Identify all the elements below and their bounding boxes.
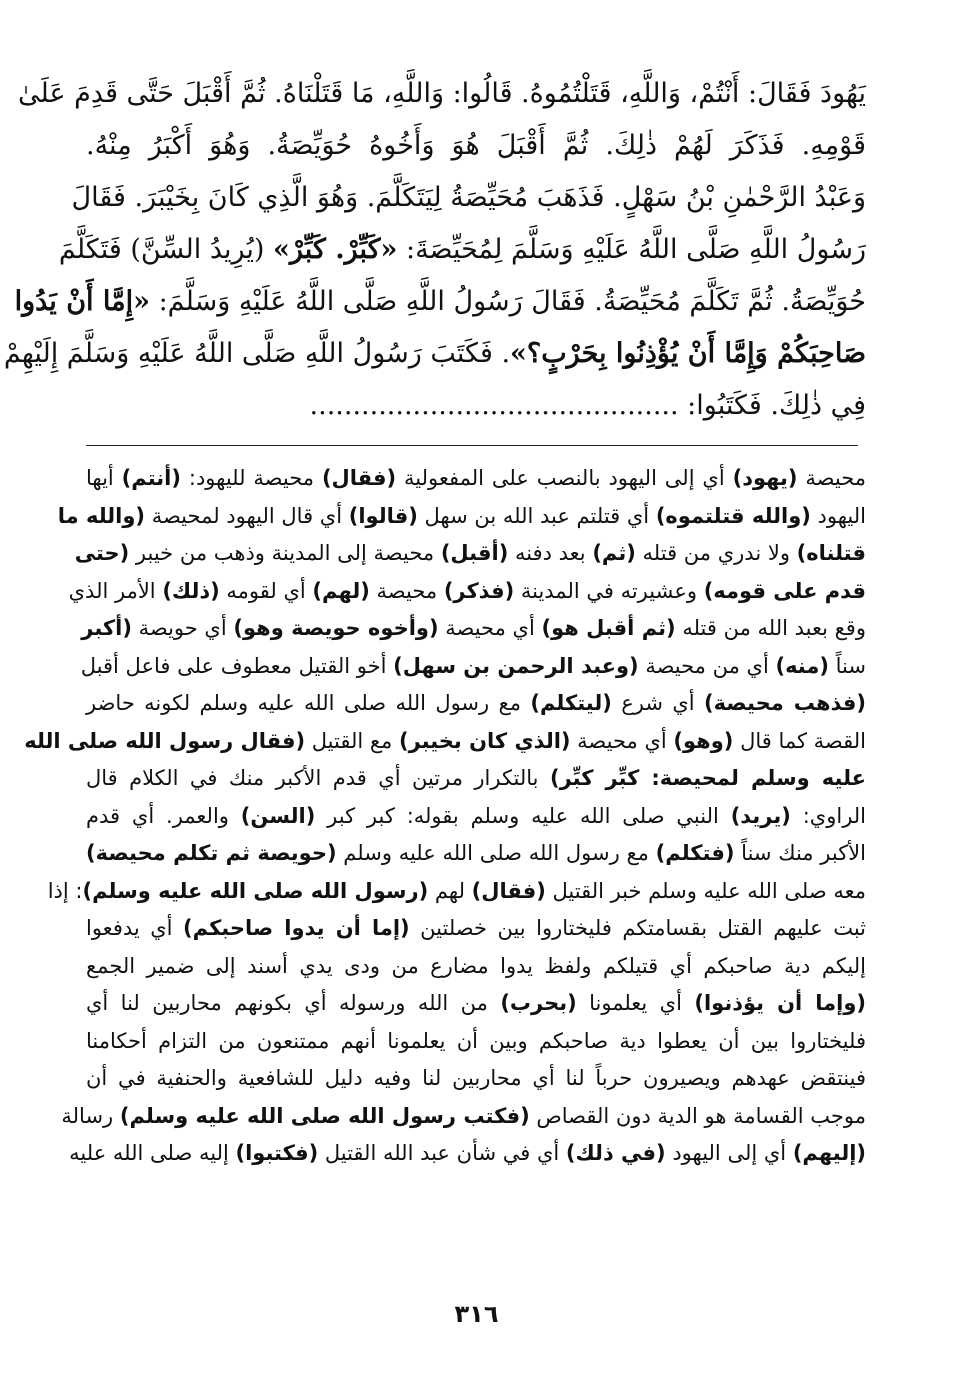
commentary-quoted-term: (فكتب رسول الله صلى الله عليه وسلم) [119, 1103, 530, 1128]
commentary-quoted-term: (وأخوه حويصة وهو) [233, 616, 439, 640]
commentary-segment: وعشيرته في المدينة [514, 578, 704, 603]
commentary-segment: أي يعلمونا [576, 991, 695, 1015]
commentary-segment: القصة كما قال [733, 728, 866, 753]
commentary-line [86, 760, 866, 798]
hadith-line [18, 68, 866, 120]
commentary-segment: وقع بعبد الله من قتله [675, 616, 866, 640]
commentary-line [80, 648, 866, 686]
commentary-segment: أي حويصة [131, 616, 234, 640]
commentary-line [86, 1023, 866, 1061]
commentary-segment: محيصة إلى المدينة وذهب من خيبر [129, 541, 441, 565]
hadith-quote: «إِمَّا أَنْ يَدُوا [14, 286, 150, 317]
commentary-quoted-term: (يهود) [732, 466, 798, 490]
hadith-quote: «كَبِّرْ. كَبِّرْ» [273, 234, 398, 265]
commentary-segment: ثبت عليهم القتل بقسامتكم فليختاروا بين خصلتين [409, 916, 867, 940]
commentary-segment: مع رسول الله صلى الله عليه وسلم [336, 841, 656, 865]
commentary-quoted-term: (حويصة ثم تكلم محيصة) [86, 841, 337, 865]
commentary-segment: معه صلى الله عليه وسلم خبر القتيل [545, 878, 866, 903]
hadith-line [86, 380, 866, 432]
commentary-line [24, 723, 866, 761]
commentary-quoted-term: (بحرب) [500, 991, 577, 1015]
commentary-segment: لهم [428, 878, 472, 903]
commentary-block [24, 460, 867, 1173]
commentary-segment: أي من محيصة [638, 653, 776, 678]
commentary-line [47, 873, 866, 911]
commentary-segment: أي إلى اليهود بالنصب على المفعولية [396, 466, 733, 490]
commentary-quoted-term: (فقال رسول الله صلى الله [24, 728, 306, 753]
commentary-quoted-term: قدم على قومه) [703, 578, 866, 603]
commentary-segment: أي محيصة [438, 616, 542, 640]
commentary-segment: رسالة [61, 1103, 120, 1128]
commentary-quoted-term: (ثم) [592, 541, 636, 565]
hadith-segment: قَوْمِهِ. فَذَكَرَ لَهُمْ ذٰلِكَ. ثُمَّ أَقْبَلَ هُوَ وَأَخُوهُ حُوَيِّصَةُ. وَهُوَ أَكْبَرُ مِنْهُ. [86, 130, 866, 161]
commentary-quoted-term: (وإما أن يؤذنوا) [694, 991, 866, 1015]
commentary-quoted-term: (إما أن يدوا صاحبكم) [183, 916, 410, 940]
commentary-line [69, 1135, 866, 1173]
commentary-segment: محيصة [797, 466, 867, 490]
commentary-segment: أي في شأن عبد الله القتيل [318, 1141, 566, 1165]
hadith-segment: فِي ذٰلِكَ. فَكَتَبُوا: ........................................... [309, 390, 866, 421]
commentary-line [86, 948, 866, 986]
commentary-segment: أي لقومه [219, 578, 313, 603]
commentary-quoted-term: (فذهب محيصة) [703, 691, 866, 715]
hadith-segment: (يُرِيدُ السِّنَّ) فَتَكَلَّمَ [58, 234, 274, 265]
commentary-quoted-term: (يريد) [730, 803, 791, 828]
commentary-quoted-term: (فقال) [321, 466, 397, 490]
commentary-segment: الأمر الذي [68, 578, 163, 603]
commentary-segment: بالتكرار مرتين أي قدم الأكبر منك في الكلام قال [86, 766, 550, 790]
hadith-segment: يَهُودَ فَقَالَ: أَنْتُمْ، وَاللَّهِ، قَتَلْتُمُوهُ. قَالُوا: وَاللَّهِ، مَا قَتَلْنَاهُ. ثُمَّ أَقْبَلَ حَتَّى قَدِمَ عَلَىٰ [18, 78, 866, 109]
commentary-quoted-term: (فكتبوا) [235, 1141, 319, 1165]
commentary-segment: أي إلى اليهود [665, 1141, 793, 1165]
commentary-quoted-term: (والله ما [57, 503, 146, 528]
commentary-segment: أي محيصة [570, 728, 674, 753]
commentary-segment: فينتقض عهدهم ويصيرون حرباً لنا أي محاربين لنا وفيه دليل للشافعية والحنفية في أن [86, 1066, 866, 1090]
commentary-segment: أيها [86, 466, 122, 490]
commentary-quoted-term: (وهو) [673, 728, 734, 753]
commentary-line [86, 460, 866, 498]
commentary-segment: محيصة [369, 578, 444, 603]
hadith-segment: حُوَيِّصَةُ. ثُمَّ تَكَلَّمَ مُحَيِّصَةُ. فَقَالَ رَسُولُ اللَّهِ صَلَّى اللَّهُ عَلَيْهِ وَسَلَّمَ: [150, 286, 866, 317]
commentary-segment: من الله ورسوله أي بكونهم محاربين لنا أي [86, 991, 501, 1015]
commentary-quoted-term: قتلناه) [796, 541, 866, 565]
commentary-segment: النبي صلى الله عليه وسلم بقوله: كبر كبر [315, 803, 731, 828]
commentary-quoted-term: (إليهم) [792, 1141, 866, 1165]
commentary-segment: موجب القسامة هو الدية دون القصاص [529, 1103, 866, 1128]
commentary-line [86, 1060, 866, 1098]
commentary-quoted-term: (أقبل) [440, 541, 509, 565]
commentary-segment: والعمر. أي قدم [86, 803, 241, 828]
commentary-quoted-term: (قالوا) [348, 503, 418, 528]
commentary-segment: أي شرع [611, 691, 704, 715]
commentary-line [68, 573, 866, 611]
commentary-segment: اليهود [810, 503, 866, 528]
commentary-quoted-term: (في ذلك) [565, 1141, 666, 1165]
page-number: ٣١٦ [454, 1300, 499, 1328]
commentary-segment: أي قتلتم عبد الله بن سهل [417, 503, 656, 528]
commentary-segment: أخو القتيل معطوف على فاعل أقبل [80, 653, 394, 678]
commentary-segment: مع رسول الله صلى الله عليه وسلم لكونه حاضر [86, 691, 531, 715]
commentary-quoted-term: (منه) [775, 653, 829, 678]
commentary-segment: سناً [828, 653, 866, 678]
commentary-segment: محيصة لليهود: [180, 466, 322, 490]
commentary-quoted-term: (ذلك) [162, 578, 220, 603]
commentary-segment: إليكم دية صاحبكم أي قتيلكم ولفظ يدوا مضارع من ودى يدي أسند إلى ضمير الجمع [86, 953, 866, 978]
hadith-text-block [3, 68, 866, 432]
commentary-line [81, 610, 866, 648]
commentary-segment: بعد دفنه [508, 541, 593, 565]
commentary-line [86, 910, 866, 948]
commentary-quoted-term: (حتى [74, 541, 130, 565]
commentary-quoted-term: (رسول الله صلى الله عليه وسلم) [82, 878, 429, 903]
hadith-line [14, 276, 866, 328]
commentary-quoted-term: (وعبد الرحمن بن سهل) [393, 653, 639, 678]
commentary-segment: مع القتيل [305, 728, 399, 753]
hadith-line [58, 224, 866, 276]
hadith-line [3, 328, 866, 380]
commentary-line [61, 1098, 866, 1136]
section-divider [86, 445, 858, 446]
hadith-line [71, 172, 866, 224]
hadith-quote: صَاحِبَكُمْ وَإِمَّا أَنْ يُؤْذِنُوا بِحَرْبٍ؟» [510, 338, 866, 369]
commentary-line [57, 498, 866, 536]
commentary-quoted-term: (والله قتلتموه) [655, 503, 811, 528]
commentary-segment: الراوي: [790, 803, 867, 828]
commentary-segment: أي يدفعوا [86, 916, 183, 940]
commentary-line [74, 535, 866, 573]
commentary-quoted-term: (فتكلم) [655, 841, 735, 865]
commentary-segment: فليختاروا بين أن يعطوا دية صاحبكم وبين أن يعلمونا أنهم ممتنعون من التزام أحكامنا [86, 1028, 866, 1053]
hadith-line [86, 120, 866, 172]
hadith-segment: وَعَبْدُ الرَّحْمٰنِ بْنُ سَهْلٍ. فَذَهَبَ مُحَيِّصَةُ لِيَتَكَلَّمَ. وَهُوَ الَّذِي كَانَ بِخَيْبَرَ. فَقَالَ [71, 182, 866, 213]
hadith-segment: . فَكَتَبَ رَسُولُ اللَّهِ صَلَّى اللَّهُ عَلَيْهِ وَسَلَّمَ إِلَيْهِمْ [3, 338, 511, 369]
commentary-quoted-term: (ثم أقبل هو) [541, 616, 676, 640]
commentary-quoted-term: (الذي كان بخيبر) [398, 728, 571, 753]
commentary-segment: : إذا [47, 878, 83, 903]
commentary-line [86, 798, 866, 836]
commentary-line [86, 685, 866, 723]
commentary-quoted-term: (أنتم) [121, 466, 181, 490]
commentary-quoted-term: (السن) [240, 803, 316, 828]
commentary-line [86, 835, 866, 873]
commentary-quoted-term: (لهم) [312, 578, 370, 603]
commentary-segment: الأكبر منك سناً [734, 841, 866, 865]
commentary-segment: إليه صلى الله عليه [69, 1141, 236, 1165]
commentary-quoted-term: (فذكر) [443, 578, 515, 603]
commentary-segment: أي قال اليهود لمحيصة [145, 503, 349, 528]
hadith-segment: رَسُولُ اللَّهِ صَلَّى اللَّهُ عَلَيْهِ وَسَلَّمَ لِمُحَيِّصَةَ: [397, 234, 866, 265]
commentary-line [86, 985, 866, 1023]
commentary-quoted-term: (أكبر [81, 616, 132, 640]
commentary-quoted-term: عليه وسلم لمحيصة: كبِّر كبِّر) [549, 766, 866, 790]
commentary-segment: ولا ندري من قتله [635, 541, 797, 565]
commentary-quoted-term: (فقال) [471, 878, 546, 903]
commentary-quoted-term: (ليتكلم) [530, 691, 612, 715]
